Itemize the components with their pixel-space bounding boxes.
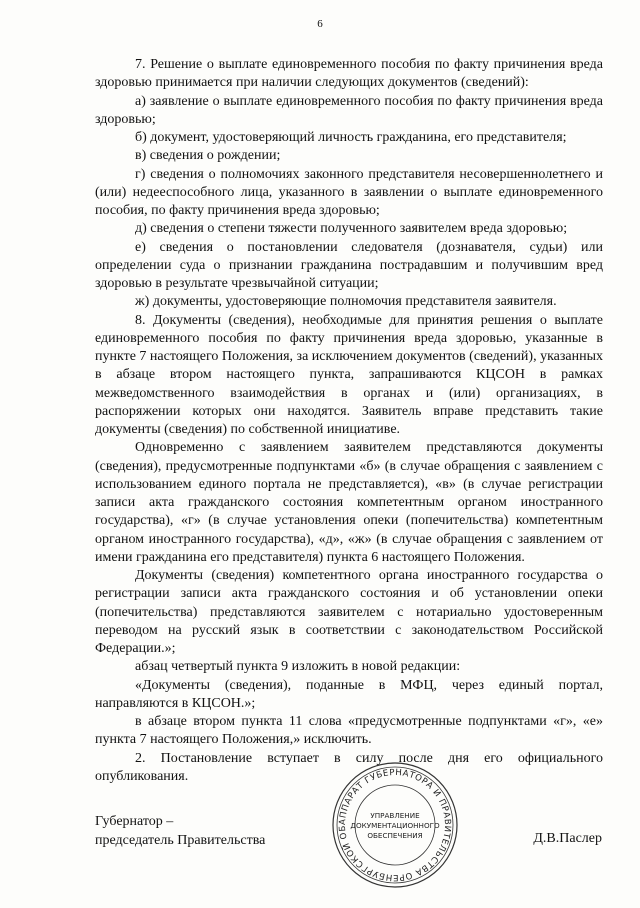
seal-graphic bbox=[330, 760, 460, 890]
decree-body bbox=[95, 56, 603, 786]
signatory-title bbox=[95, 812, 265, 850]
paragraph-foreign-docs: Документы (сведения) компетентного органа иностранного государства о регистрации записи акта гражданского состояния и об установлении опеки (попечительства) представляются заявителем с нотариально удостоверенным переводом на русский язык в соответствии с законодательством Российской Федерации.»; bbox=[95, 568, 603, 656]
seal-center-line3: ОБЕСПЕЧЕНИЯ bbox=[367, 831, 423, 840]
seal-center-line2: ДОКУМЕНТАЦИОННОГО bbox=[350, 821, 440, 830]
paragraph-amend-9: абзац четвертый пункта 9 изложить в новой редакции: bbox=[135, 659, 461, 675]
item-a: а) заявление о выплате единовременного пособия по факту причинения вреда здоровью; bbox=[95, 93, 603, 127]
paragraph-quote-mfc: «Документы (сведения), поданные в МФЦ, через единый портал, направляются в КЦСОН.»; bbox=[95, 677, 603, 711]
item-v: в) сведения о рождении; bbox=[135, 148, 281, 164]
page-number: 6 bbox=[317, 18, 323, 30]
signatory-name: Д.В.Паслер bbox=[533, 831, 602, 846]
official-seal bbox=[330, 760, 460, 890]
paragraph-7: 7. Решение о выплате единовременного пособия по факту причинения вреда здоровью принимается при наличии следующих документов (сведений): bbox=[95, 57, 603, 91]
item-zh: ж) документы, удостоверяющие полномочия представителя заявителя. bbox=[135, 294, 557, 310]
item-d: д) сведения о степени тяжести полученного заявителем вреда здоровью; bbox=[135, 221, 568, 237]
paragraph-8: 8. Документы (сведения), необходимые для принятия решения о выплате единовременного пособия по факту причинения вреда здоровью, указанные в пункте 7 настоящего Положения, за исключением документов (сведений), указанных в абзаце втором настоящего пункта, запрашиваются КЦСОН в рамках межведомственного взаимодействия в органах и (или) организациях, в распоряжении которых они находятся. Заявитель вправе представить такие документы (сведения) по собственной инициативе. bbox=[95, 312, 604, 437]
signatory-title-line1: Губернатор – bbox=[95, 814, 174, 829]
seal-center-line1: УПРАВЛЕНИЕ bbox=[370, 811, 420, 820]
item-g: г) сведения о полномочиях законного представителя несовершеннолетнего и (или) недееспособного лица, указанного в заявлении о выплате единовременного пособия, по факту причинения вреда здоровью; bbox=[95, 166, 603, 218]
paragraph-effective: 2. Постановление вступает в силу после дня его официального опубликования. bbox=[95, 750, 603, 784]
seal-ring-text: АППАРАТ ГУБЕРНАТОРА И ПРАВИТЕЛЬСТВА ОРЕНБУРГСКОЙ ОБ bbox=[337, 767, 453, 883]
paragraph-amend-11: в абзаце втором пункта 11 слова «предусмотренные подпунктами «г», «е» пункта 7 настоящего Положения,» исключить. bbox=[95, 714, 603, 748]
paragraph-simultaneous: Одновременно с заявлением заявителем представляются документы (сведения), предусмотренные подпунктами «б» (в случае обращения с заявлением с использованием единого портала не представляется), «в» (в случае регистрации записи акта гражданского состояния компетентным органом иностранного государства), «г» (в случае установления опеки (попечительства) компетентным органом иностранного государства), «д», «ж» (в случае обращения с заявлением от имени гражданина его представителя) пункта 6 настоящего Положения. bbox=[95, 440, 603, 565]
item-b: б) документ, удостоверяющий личность гражданина, его представителя; bbox=[135, 130, 567, 145]
signatory-title-line2: председатель Правительства bbox=[95, 833, 266, 848]
item-e: е) сведения о постановлении следователя (дознавателя, судьи) или определении суда о признании гражданина пострадавшим и получившим вред здоровью в результате чрезвычайной ситуации; bbox=[95, 239, 603, 291]
